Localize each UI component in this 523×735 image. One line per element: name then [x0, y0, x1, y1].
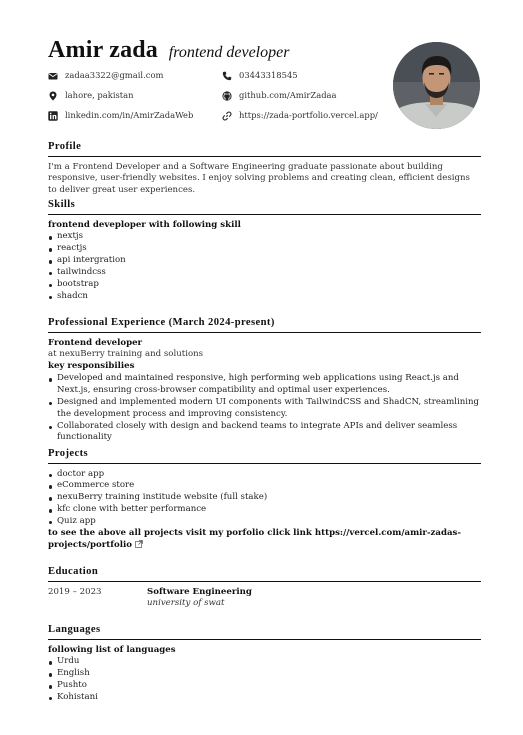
projects-section: [48, 447, 481, 552]
map-pin-icon: [48, 91, 58, 101]
phone-icon: [222, 71, 232, 81]
list-item: Developed and maintained responsive, high performing web applications using React.js and Next.js, ensuring cross-browser compatibility and optimal user experiences.: [48, 373, 481, 397]
github-text: github.com/AmirZadaa: [239, 90, 337, 100]
skills-heading: Skills: [48, 198, 481, 215]
skills-section: [48, 198, 481, 303]
education-section: [48, 565, 481, 610]
education-entry: [48, 587, 481, 611]
list-item: Kohistani: [48, 692, 481, 704]
responsibilities-list: [48, 373, 481, 444]
list-item: nexuBerry training institude website (full stake): [48, 492, 481, 504]
list-item: reactjs: [48, 243, 481, 255]
external-link-icon[interactable]: [135, 540, 143, 548]
portfolio-note[interactable]: [48, 528, 481, 552]
linkedin-text: linkedin.com/in/AmirZadaWeb: [65, 110, 194, 120]
list-item: Designed and implemented modern UI components with TailwindCSS and ShadCN, streamlining the development process and improving consistency.: [48, 397, 481, 421]
education-dates: 2019 – 2023: [48, 586, 102, 597]
phone-text: 03443318545: [239, 70, 298, 80]
list-item: Pushto: [48, 680, 481, 692]
education-heading: Education: [48, 565, 481, 582]
education-details: [147, 587, 252, 611]
contact-github[interactable]: [222, 90, 337, 102]
list-item: Collaborated closely with design and backend teams to integrate APIs and deliver seamless functionality: [48, 421, 481, 445]
languages-heading: Languages: [48, 623, 481, 640]
projects-list: [48, 469, 481, 528]
contact-row: [48, 70, 388, 86]
list-item: api intergration: [48, 255, 481, 267]
contact-row: [48, 90, 388, 106]
education-school: university of swat: [147, 598, 225, 609]
name-line: [48, 34, 393, 67]
experience-company: at nexuBerry training and solutions: [48, 349, 204, 360]
list-item: kfc clone with better performance: [48, 504, 481, 516]
list-item: tailwindcss: [48, 267, 481, 279]
list-item: doctor app: [48, 469, 481, 481]
contact-linkedin[interactable]: [48, 110, 193, 122]
github-icon: [222, 91, 232, 101]
resume-header: [48, 34, 393, 67]
list-item: nextjs: [48, 231, 481, 243]
list-item: English: [48, 668, 481, 680]
envelope-icon: [48, 71, 58, 81]
linkedin-icon: [48, 111, 58, 121]
contact-phone[interactable]: [222, 70, 298, 82]
list-item: shadcn: [48, 291, 481, 303]
contact-location: [48, 90, 134, 102]
website-text: https://zada-portfolio.vercel.app/: [239, 110, 378, 120]
contact-website[interactable]: [222, 110, 378, 122]
languages-subtitle: following list of languages: [48, 644, 176, 655]
list-item: Quiz app: [48, 516, 481, 528]
link-icon: [222, 111, 232, 121]
location-text: lahore, pakistan: [65, 90, 134, 100]
list-item: Urdu: [48, 656, 481, 668]
languages-section: [48, 623, 481, 704]
education-degree: Software Engineering: [147, 586, 252, 597]
job-title: frontend developer: [168, 44, 290, 61]
list-item: bootstrap: [48, 279, 481, 291]
profile-heading: Profile: [48, 140, 481, 157]
languages-list: [48, 656, 481, 703]
list-item: eCommerce store: [48, 480, 481, 492]
experience-role: Frontend developer: [48, 337, 143, 348]
candidate-name: Amir zada: [48, 37, 159, 63]
experience-heading: Professional Experience (March 2024-present): [48, 316, 481, 333]
profile-summary: I'm a Frontend Developer and a Software Engineering graduate passionate about building responsive, user-friendly websites. I enjoy solving problems and creating clean, efficient designs to deliver great user experiences.: [48, 161, 470, 196]
portfolio-link-text[interactable]: to see the above all projects visit my porfolio click link https://vercel.com/amir-zadas-projects/portfolio: [48, 527, 461, 550]
email-text: zadaa3322@gmail.com: [65, 70, 164, 80]
projects-heading: Projects: [48, 447, 481, 464]
responsibilities-label: key responsibilies: [48, 361, 135, 372]
skills-subtitle: frontend deveploper with following skill: [48, 219, 241, 230]
profile-photo: [393, 42, 480, 129]
skills-list: [48, 231, 481, 302]
contact-email[interactable]: [48, 70, 163, 82]
experience-section: [48, 316, 481, 444]
profile-section: [48, 140, 481, 197]
contact-row: [48, 110, 388, 126]
